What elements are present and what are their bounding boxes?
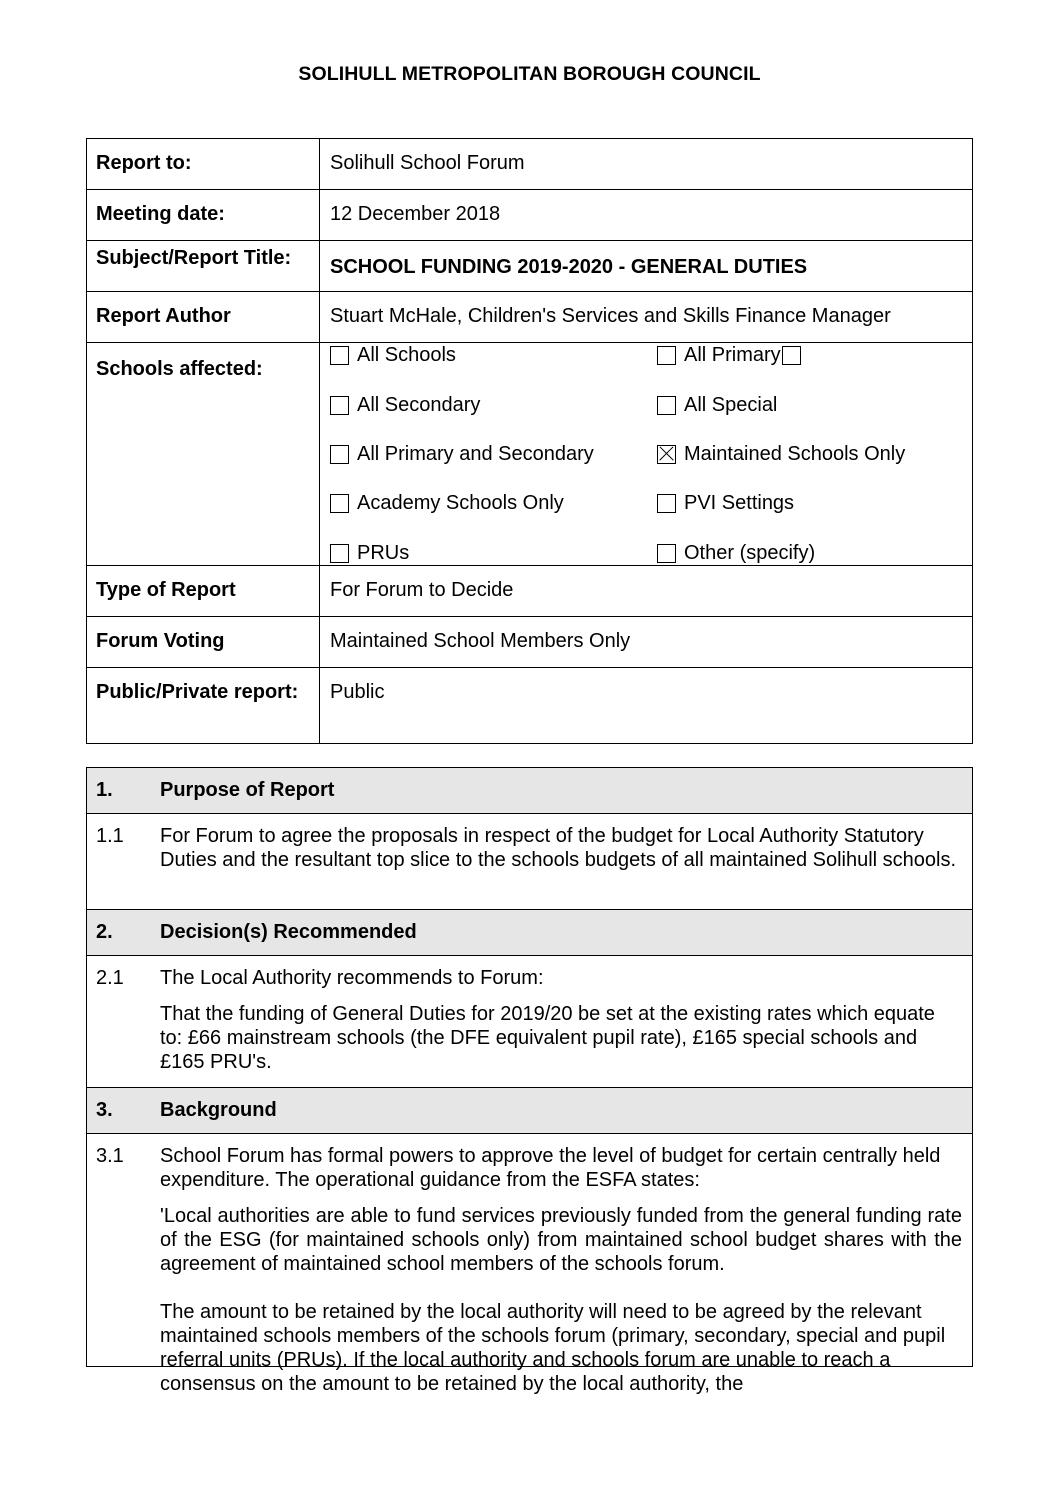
checkbox-label: Other (specify)	[684, 542, 816, 564]
checkbox-pvi-settings[interactable]	[657, 491, 794, 515]
paragraph-number: 2.1	[96, 967, 124, 989]
checkbox-box[interactable]	[330, 445, 349, 464]
paragraph-text: The Local Authority recommends to Forum:	[160, 967, 544, 989]
report-sections	[86, 767, 973, 1395]
checkbox-label: PRUs	[357, 542, 410, 564]
subject-label: Subject/Report Title:	[87, 241, 320, 291]
checkbox-box-checked[interactable]	[657, 445, 676, 464]
checkbox-box[interactable]	[657, 544, 676, 563]
row-public-private	[87, 668, 972, 743]
section-title: Decision(s) Recommended	[160, 921, 417, 943]
report-to-label: Report to:	[87, 139, 320, 189]
checkbox-label: All Schools	[357, 344, 456, 366]
section-number: 2.	[96, 921, 113, 943]
section-body-purpose	[87, 814, 972, 910]
checkbox-box[interactable]	[330, 396, 349, 415]
checkbox-label: All Special	[684, 394, 778, 416]
section-heading-purpose	[87, 768, 972, 814]
checkbox-box[interactable]	[330, 494, 349, 513]
voting-label: Forum Voting	[87, 617, 320, 667]
section-heading-decisions	[87, 910, 972, 956]
checkbox-box[interactable]	[657, 494, 676, 513]
row-subject	[87, 241, 972, 292]
row-schools-affected	[87, 343, 972, 566]
paragraph-text-block	[160, 966, 962, 1077]
checkbox-label: Maintained Schools Only	[684, 443, 906, 465]
checkbox-label: All Primary	[684, 344, 781, 366]
row-meeting-date	[87, 190, 972, 241]
section-number: 1.	[96, 779, 113, 801]
section-heading-background	[87, 1088, 972, 1134]
section-body-background	[87, 1134, 972, 1395]
checkbox-all-schools[interactable]	[330, 343, 456, 367]
checkbox-all-secondary[interactable]	[330, 393, 480, 417]
voting-value: Maintained School Members Only	[330, 630, 631, 652]
checkbox-label: Academy Schools Only	[357, 492, 564, 514]
paragraph-text: That the funding of General Duties for 2019/20 be set at the existing rates which equate to: £66 mainstream schools (the DFE equivalent pupil rate), £165 special schools and £165 PRU's.	[160, 1003, 935, 1073]
schools-options	[320, 343, 972, 565]
paragraph-text: The amount to be retained by the local authority will need to be agreed by the relevant maintained schools members of the schools forum (primary, secondary, special and pupil referral units (PRUs). If the local authority and schools forum are unable to reach a consensus on the amount to be retained by the local authority, the	[160, 1301, 946, 1395]
checkbox-academy-schools-only[interactable]	[330, 491, 564, 515]
checkbox-all-special[interactable]	[657, 393, 777, 417]
author-value: Stuart McHale, Children's Services and Skills Finance Manager	[330, 305, 891, 327]
paragraph-text: For Forum to agree the proposals in respect of the budget for Local Authority Statutory Duties and the resultant top slice to the schools budgets of all maintained Solihull schools.	[160, 825, 957, 871]
checkbox-maintained-schools-only[interactable]	[657, 442, 905, 466]
meeting-date-value: 12 December 2018	[330, 203, 501, 225]
checkbox-box[interactable]	[657, 346, 676, 365]
checkbox-label: All Primary and Secondary	[357, 443, 594, 465]
checkbox-box-extra[interactable]	[782, 346, 801, 365]
checkbox-box[interactable]	[657, 396, 676, 415]
row-forum-voting	[87, 617, 972, 668]
report-to-value: Solihull School Forum	[330, 152, 525, 174]
section-title: Background	[160, 1099, 277, 1121]
meeting-date-label: Meeting date:	[87, 190, 320, 240]
checkbox-prus[interactable]	[330, 541, 409, 565]
schools-affected-label: Schools affected:	[87, 343, 320, 565]
paragraph-number: 3.1	[96, 1145, 124, 1167]
type-label: Type of Report	[87, 566, 320, 616]
quoted-text: 'Local authorities are able to fund services previously funded from the general funding rate of the ESG (for maintained schools only) from maintained school budget shares with the agreement of maintained school members of the schools forum.	[160, 1205, 962, 1275]
author-label: Report Author	[87, 292, 320, 342]
row-author	[87, 292, 972, 343]
checkbox-box[interactable]	[330, 544, 349, 563]
public-label: Public/Private report:	[87, 668, 320, 743]
type-value: For Forum to Decide	[330, 579, 514, 601]
paragraph-text: School Forum has formal powers to approve the level of budget for certain centrally held expenditure. The operational guidance from the ESFA states:	[160, 1145, 941, 1191]
report-info-table	[86, 138, 973, 744]
row-report-to	[87, 139, 972, 190]
council-title: SOLIHULL METROPOLITAN BOROUGH COUNCIL	[298, 63, 761, 85]
public-value: Public	[330, 681, 385, 703]
paragraph-number: 1.1	[96, 825, 124, 847]
section-body-decisions	[87, 956, 972, 1088]
section-title: Purpose of Report	[160, 779, 335, 801]
paragraph-text-block	[160, 1144, 962, 1395]
checkbox-box[interactable]	[330, 346, 349, 365]
checkbox-label: All Secondary	[357, 394, 481, 416]
checkbox-all-primary-and-secondary[interactable]	[330, 442, 594, 466]
checkbox-all-primary[interactable]	[657, 343, 801, 367]
row-type-of-report	[87, 566, 972, 617]
section-number: 3.	[96, 1099, 113, 1121]
checkbox-other-specify[interactable]	[657, 541, 815, 565]
subject-value: SCHOOL FUNDING 2019-2020 - GENERAL DUTIES	[330, 256, 808, 278]
checkbox-label: PVI Settings	[684, 492, 795, 514]
